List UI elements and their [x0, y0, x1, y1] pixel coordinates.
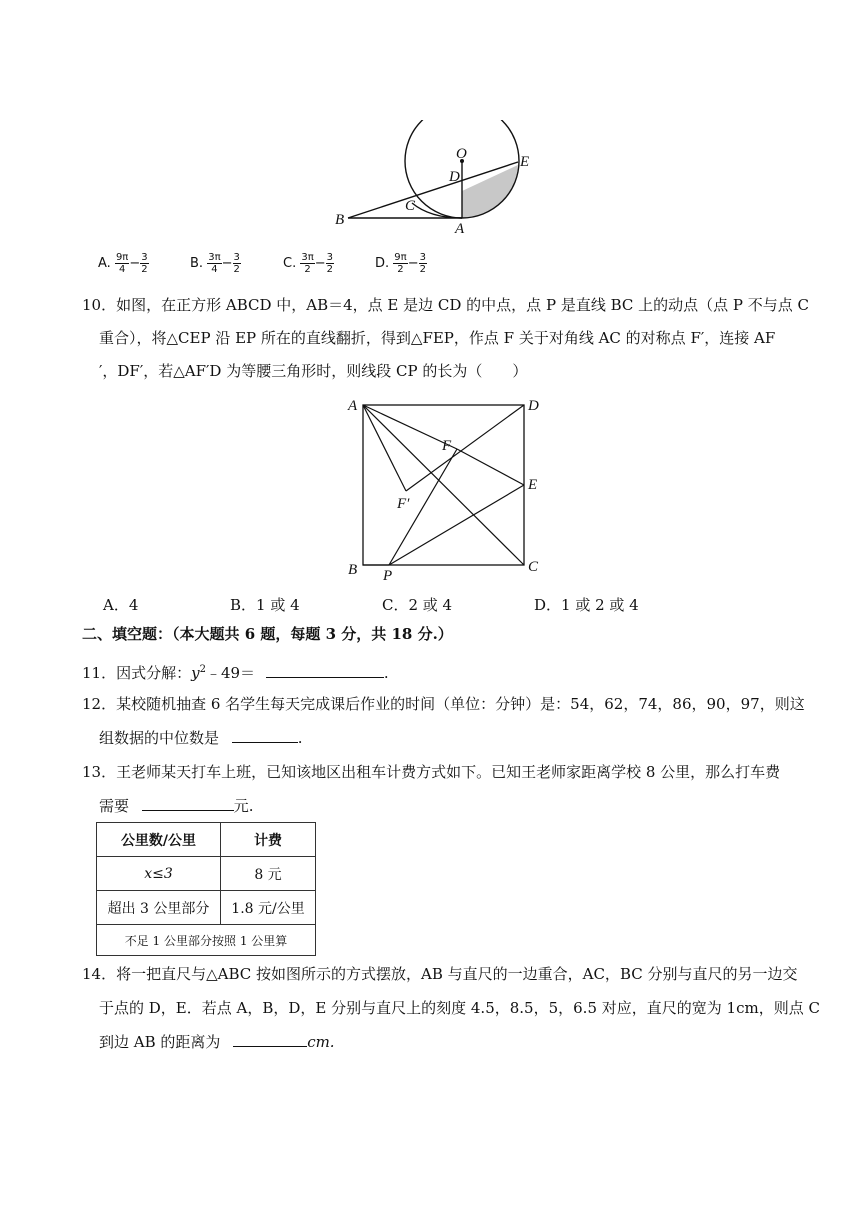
table-cell: 超出 3 公里部分	[97, 891, 221, 925]
table-header-row	[97, 823, 316, 857]
denominator: 4	[211, 264, 218, 275]
q14-line-2: 于点的 D，E．若点 A，B，D，E 分别与直尺上的刻度 4.5，8.5，5，6.5 对应，直尺的宽为 1cm，则点 C	[99, 999, 820, 1017]
fraction	[326, 252, 334, 275]
table-note-row	[97, 925, 316, 956]
fraction	[419, 252, 427, 275]
q13-text: 需要	[99, 797, 130, 815]
q9-option-a[interactable]	[98, 252, 149, 275]
option-letter: D.	[375, 256, 390, 271]
label-b: B	[348, 562, 358, 578]
q11-end: .	[383, 664, 389, 682]
q11-answer-blank[interactable]	[266, 663, 384, 678]
q14-text: 到边 AB 的距离为	[99, 1033, 221, 1051]
denominator: 2	[419, 264, 426, 275]
minus-sign: −	[221, 256, 233, 271]
label-o: O	[456, 146, 467, 162]
table-header: 计费	[221, 823, 316, 857]
q10-line-2: 重合），将△CEP 沿 EP 所在的直线翻折，得到△FEP，作点 F 关于对角线 AC 的对称点 F′，连接 AF	[99, 329, 776, 347]
numerator: 3	[233, 252, 240, 263]
q11-exponent: 2	[199, 664, 206, 675]
table-note: 不足 1 公里部分按照 1 公里算	[97, 925, 316, 956]
denominator: 2	[326, 264, 334, 275]
label-d: D	[528, 398, 539, 414]
fraction	[300, 252, 314, 275]
q14-line-1: 14．将一把直尺与△ABC 按如图所示的方式摆放，AB 与直尺的一边重合，AC，BC 分别与直尺的另一边交	[82, 965, 798, 983]
diagonal-ac	[363, 405, 524, 565]
option-letter: C.	[283, 256, 297, 271]
numerator: 3π	[301, 252, 314, 263]
table-cell: 8 元	[221, 857, 316, 891]
square-figure	[340, 392, 550, 584]
numerator: 3	[326, 252, 334, 263]
q10-option-b[interactable]: B．1 或 4	[230, 596, 300, 614]
fraction	[115, 252, 129, 275]
arc-ca	[412, 203, 462, 218]
label-a: A	[348, 398, 358, 414]
table-row	[97, 857, 316, 891]
q14-answer-blank[interactable]	[233, 1032, 307, 1047]
fraction	[207, 252, 221, 275]
q13-line-1: 13．王老师某天打车上班，已知该地区出租车计费方式如下。已知王老师家距离学校 8 公里，那么打车费	[82, 763, 781, 781]
q11-prefix: 11．因式分解：	[82, 664, 192, 682]
q11	[82, 660, 389, 683]
numerator: 9π	[115, 252, 129, 263]
q11-expr: ﹣49＝	[205, 664, 256, 682]
q13-answer-blank[interactable]	[142, 796, 234, 811]
segment-dfp	[406, 405, 524, 491]
label-c: C	[405, 198, 416, 214]
label-d: D	[449, 169, 460, 185]
q9-option-d[interactable]	[375, 252, 427, 275]
denominator: 2	[397, 264, 404, 275]
label-p: P	[383, 568, 393, 584]
fraction	[140, 252, 148, 275]
q10-line-1: 10．如图，在正方形 ABCD 中，AB＝4，点 E 是边 CD 的中点，点 P 是直线 BC 上的动点（点 P 不与点 C	[82, 296, 810, 314]
q13-line-2	[99, 796, 254, 816]
label-f: F	[442, 438, 452, 454]
label-e: E	[528, 477, 538, 493]
minus-sign: −	[407, 256, 419, 271]
q13-end: 元.	[233, 797, 254, 815]
option-letter: B.	[190, 256, 204, 271]
q12-answer-blank[interactable]	[232, 728, 298, 743]
denominator: 2	[233, 264, 240, 275]
numerator: 3	[141, 252, 148, 263]
minus-sign: −	[129, 256, 141, 271]
numerator: 9π	[394, 252, 407, 263]
table-cell: x≤3	[97, 857, 221, 891]
label-f-prime: F′	[397, 496, 410, 512]
fare-table	[96, 822, 316, 956]
denominator: 2	[141, 264, 148, 275]
denominator: 2	[304, 264, 311, 275]
option-letter: A.	[98, 256, 111, 271]
label-a: A	[455, 221, 465, 237]
table-row	[97, 891, 316, 925]
q10-option-a[interactable]: A．4	[103, 596, 139, 614]
q12-end: .	[297, 729, 303, 747]
table-cell: 1.8 元/公里	[221, 891, 316, 925]
fraction	[233, 252, 241, 275]
q9-option-b[interactable]	[190, 252, 241, 275]
q10-option-d[interactable]: D．1 或 2 或 4	[534, 596, 639, 614]
numerator: 3	[419, 252, 426, 263]
label-b: B	[335, 212, 345, 228]
label-c: C	[528, 559, 539, 575]
table-header: 公里数/公里	[97, 823, 221, 857]
fraction	[393, 252, 407, 275]
q11-var: y	[191, 664, 200, 682]
q12-line-1: 12．某校随机抽查 6 名学生每天完成课后作业的时间（单位：分钟）是：54，62，74，86，90，97，则这	[82, 695, 805, 713]
segment-fe	[457, 449, 524, 485]
section-heading: 二、填空题：（本大题共 6 题，每题 3 分，共 18 分.）	[82, 625, 453, 643]
denominator: 4	[118, 264, 126, 275]
q14-line-3	[99, 1032, 335, 1052]
label-e: E	[520, 154, 530, 170]
q9-option-c[interactable]	[283, 252, 334, 275]
minus-sign: −	[314, 256, 326, 271]
numerator: 3π	[208, 252, 221, 263]
q14-end: cm.	[307, 1033, 335, 1051]
q12-text: 组数据的中位数是	[99, 729, 220, 747]
circle-figure	[325, 120, 555, 240]
q10-line-3: ′，DF′，若△AF′D 为等腰三角形时，则线段 CP 的长为（ ）	[99, 362, 528, 380]
q12-line-2	[99, 728, 303, 748]
segment-afp	[363, 405, 406, 491]
q10-option-c[interactable]: C．2 或 4	[382, 596, 453, 614]
